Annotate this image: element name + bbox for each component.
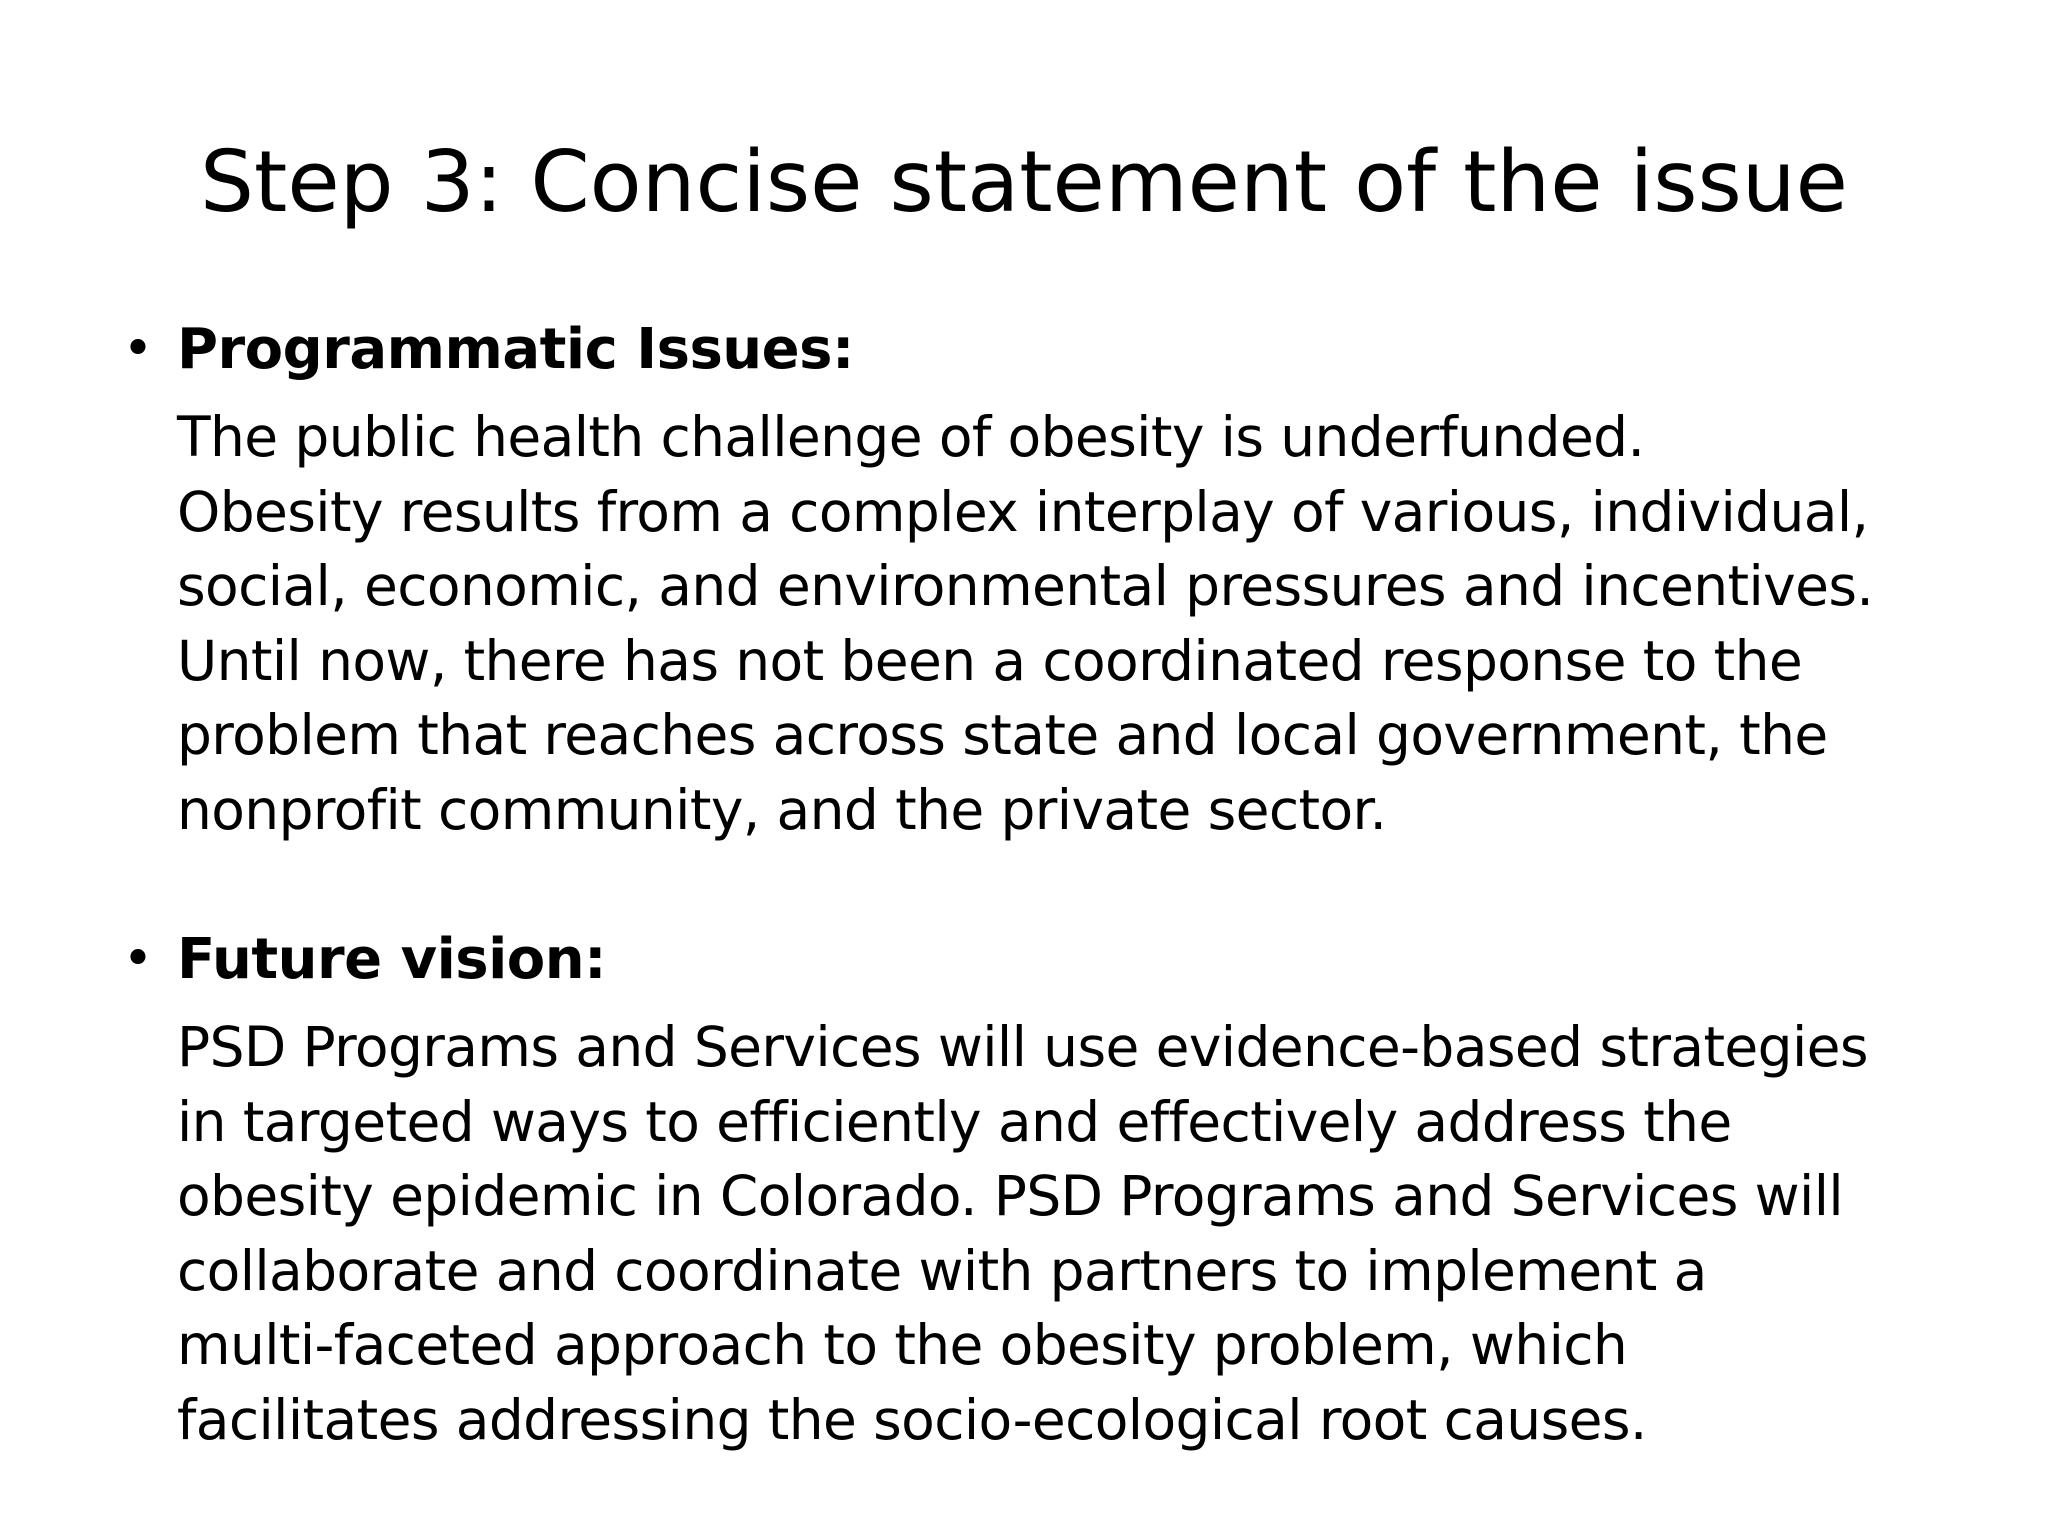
body-line: PSD Programs and Services will use evidence-based strategies	[177, 1015, 1868, 1079]
section-heading: Future vision:	[177, 927, 607, 992]
slide-title: Step 3: Concise statement of the issue	[200, 133, 1848, 232]
bullet-icon: •	[122, 929, 154, 989]
bullet-icon: •	[122, 319, 154, 379]
body-line: Until now, there has not been a coordinated response to the	[177, 628, 1803, 693]
body-line: social, economic, and environmental pressures and incentives.	[177, 554, 1874, 618]
section-body	[177, 400, 1873, 847]
body-line: nonprofit community, and the private sector.	[177, 777, 1387, 842]
section-body	[177, 1010, 1868, 1457]
body-line: The public health challenge of obesity is underfunded.	[177, 405, 1645, 469]
body-line: collaborate and coordinate with partners to implement a	[177, 1238, 1707, 1303]
body-line: problem that reaches across state and local government, the	[177, 703, 1828, 767]
section-heading: Programmatic Issues:	[177, 317, 854, 382]
body-line: Obesity results from a complex interplay of various, individual,	[177, 479, 1869, 544]
body-line: facilitates addressing the socio-ecological root causes.	[177, 1387, 1647, 1452]
body-line: obesity epidemic in Colorado. PSD Programs and Services will	[177, 1164, 1844, 1228]
body-line: in targeted ways to efficiently and effectively address the	[177, 1089, 1732, 1154]
body-line: multi-faceted approach to the obesity problem, which	[177, 1313, 1628, 1377]
